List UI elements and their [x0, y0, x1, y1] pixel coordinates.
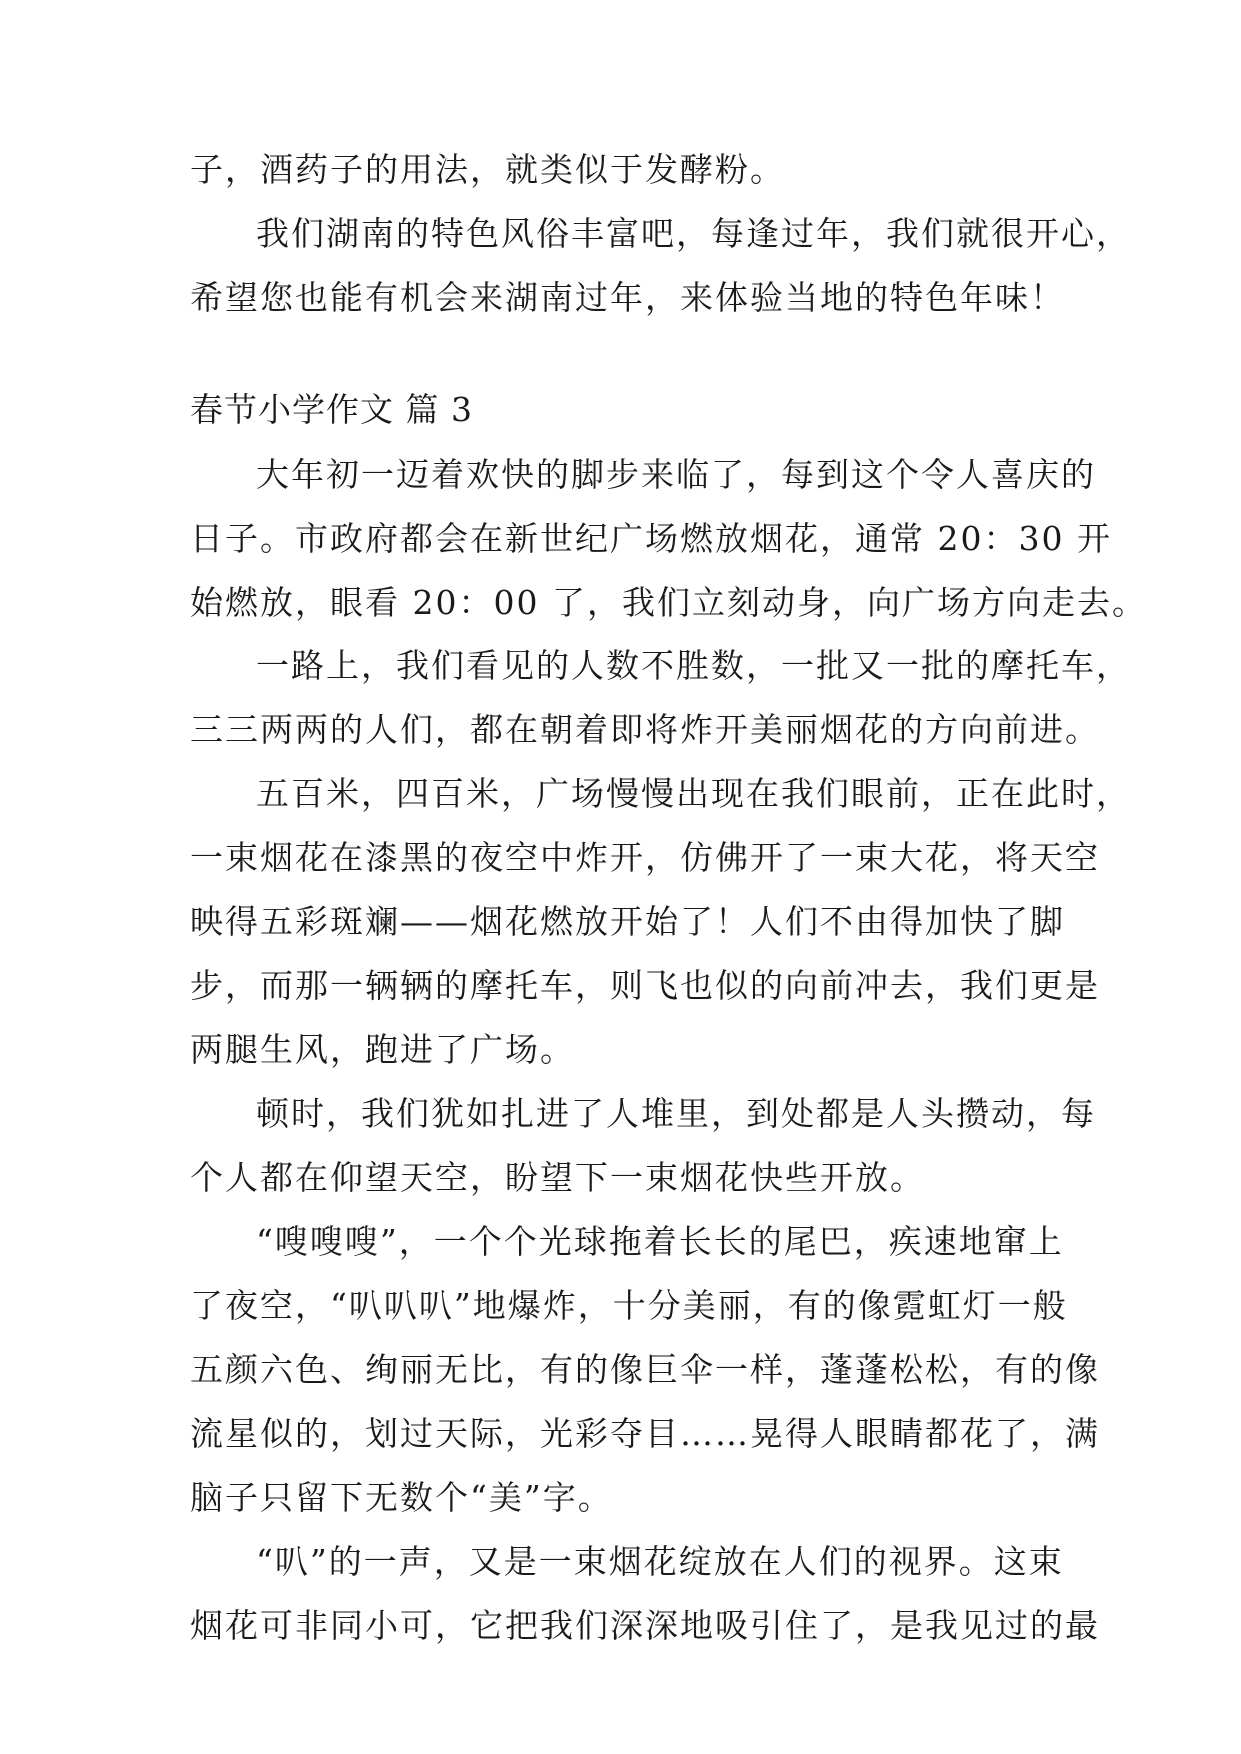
text-line: 子，酒药子的用法，就类似于发酵粉。	[190, 150, 785, 189]
text-line: “叭”的一声，又是一束烟花绽放在人们的视界。这束	[256, 1542, 1064, 1581]
text-line: 我们湖南的特色风俗丰富吧，每逢过年，我们就很开心，	[256, 214, 1131, 253]
text-line: 一束烟花在漆黑的夜空中炸开，仿佛开了一束大花，将天空	[190, 838, 1100, 877]
text-line: 希望您也能有机会来湖南过年，来体验当地的特色年味！	[190, 278, 1065, 317]
text-line: 两腿生风，跑进了广场。	[190, 1030, 575, 1069]
text-line: 个人都在仰望天空，盼望下一束烟花快些开放。	[190, 1158, 925, 1197]
text-line: 顿时，我们犹如扎进了人堆里，到处都是人头攒动，每	[256, 1094, 1096, 1133]
text-line: 映得五彩斑斓——烟花燃放开始了！人们不由得加快了脚	[190, 902, 1065, 941]
text-line: “嗖嗖嗖”，一个个光球拖着长长的尾巴，疾速地窜上	[256, 1222, 1064, 1261]
text-line: 了夜空，“叭叭叭”地爆炸，十分美丽，有的像霓虹灯一般	[190, 1286, 1068, 1325]
text-line: 大年初一迈着欢快的脚步来临了，每到这个令人喜庆的	[256, 455, 1096, 494]
text-line: 烟花可非同小可，它把我们深深地吸引住了，是我见过的最	[190, 1606, 1100, 1645]
text-line: 脑子只留下无数个“美”字。	[190, 1478, 613, 1517]
text-line: 三三两两的人们，都在朝着即将炸开美丽烟花的方向前进。	[190, 710, 1100, 749]
text-line: 一路上，我们看见的人数不胜数，一批又一批的摩托车，	[256, 646, 1131, 685]
text-line: 日子。市政府都会在新世纪广场燃放烟花，通常 20：30 开	[190, 519, 1112, 558]
section-heading: 春节小学作文 篇 3	[190, 390, 473, 429]
text-line: 流星似的，划过天际，光彩夺目……晃得人眼睛都花了，满	[190, 1414, 1100, 1453]
text-line: 步，而那一辆辆的摩托车，则飞也似的向前冲去，我们更是	[190, 966, 1100, 1005]
text-line: 五百米，四百米，广场慢慢出现在我们眼前，正在此时，	[256, 774, 1131, 813]
text-line: 始燃放，眼看 20：00 了，我们立刻动身，向广场方向走去。	[190, 583, 1147, 622]
text-line: 五颜六色、绚丽无比，有的像巨伞一样，蓬蓬松松，有的像	[190, 1350, 1100, 1389]
